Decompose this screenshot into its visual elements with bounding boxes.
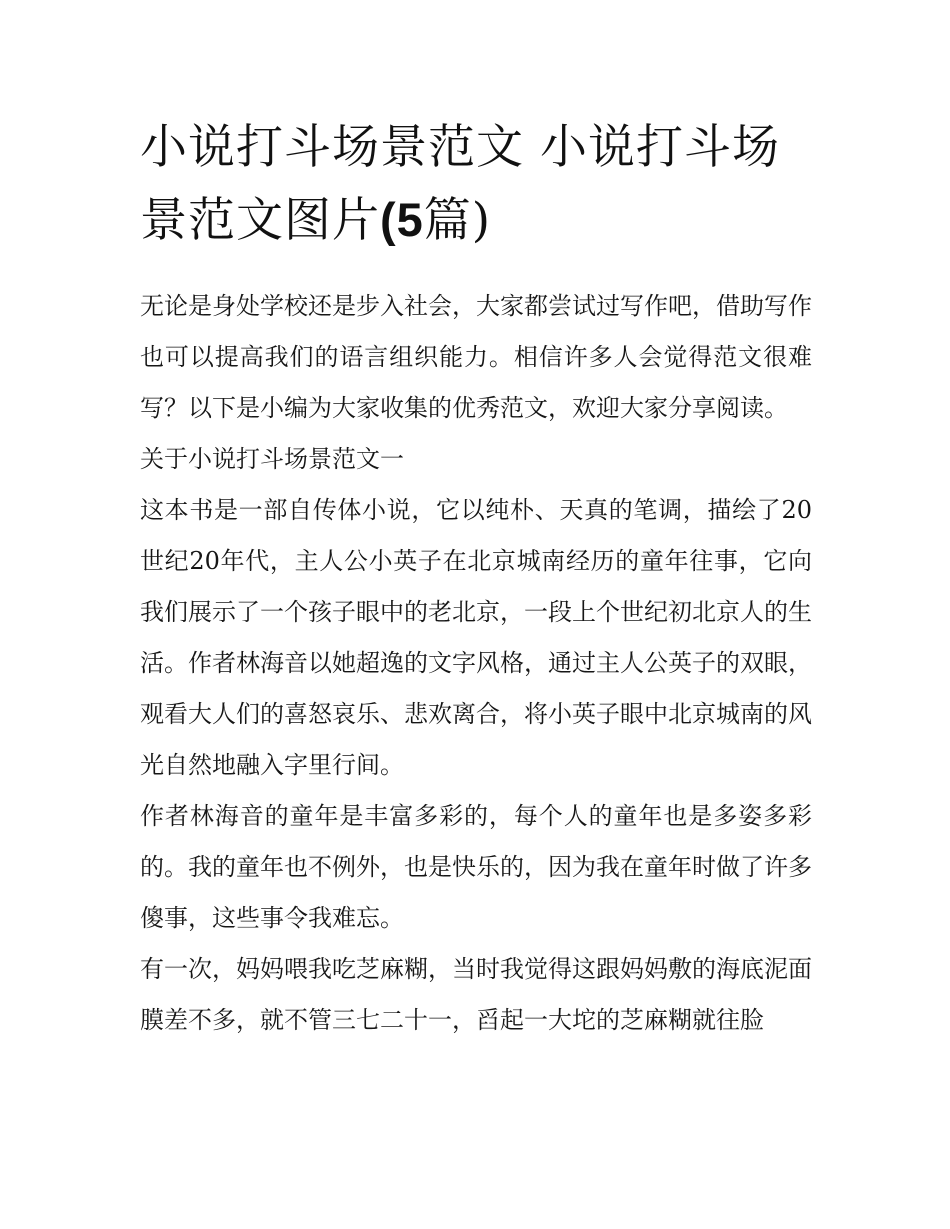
- document-page: [140, 112, 812, 1046]
- paragraph-book-summary: 这本书是一部自传体小说，它以纯朴、天真的笔调，描绘了20世纪20年代，主人公小英子在北京城南经历的童年往事，它向我们展示了一个孩子眼中的老北京，一段上个世纪初北京人的生活。作者林海音以她超逸的文字风格，通过主人公英子的双眼，观看大人们的喜怒哀乐、悲欢离合，将小英子眼中北京城南的风光自然地融入字里行间。: [140, 496, 812, 779]
- document-title: 小说打斗场景范文 小说打斗场景范文图片(5篇): [140, 120, 780, 248]
- section-heading: 关于小说打斗场景范文一: [140, 445, 404, 473]
- title-count: (5: [380, 193, 424, 246]
- paragraph-intro: 无论是身处学校还是步入社会，大家都尝试过写作吧，借助写作也可以提高我们的语言组织能力。相信许多人会觉得范文很难写？以下是小编为大家收集的优秀范文，欢迎大家分享阅读。: [140, 292, 812, 422]
- paragraph-anecdote: 有一次，妈妈喂我吃芝麻糊，当时我觉得这跟妈妈敷的海底泥面膜差不多，就不管三七二十一，舀起一大坨的芝麻糊就往脸: [140, 955, 812, 1034]
- document-body: [140, 281, 812, 1046]
- paragraph-childhood: 作者林海音的童年是丰富多彩的，每个人的童年也是多姿多彩的。我的童年也不例外，也是快乐的，因为我在童年时做了许多傻事，这些事令我难忘。: [140, 802, 812, 932]
